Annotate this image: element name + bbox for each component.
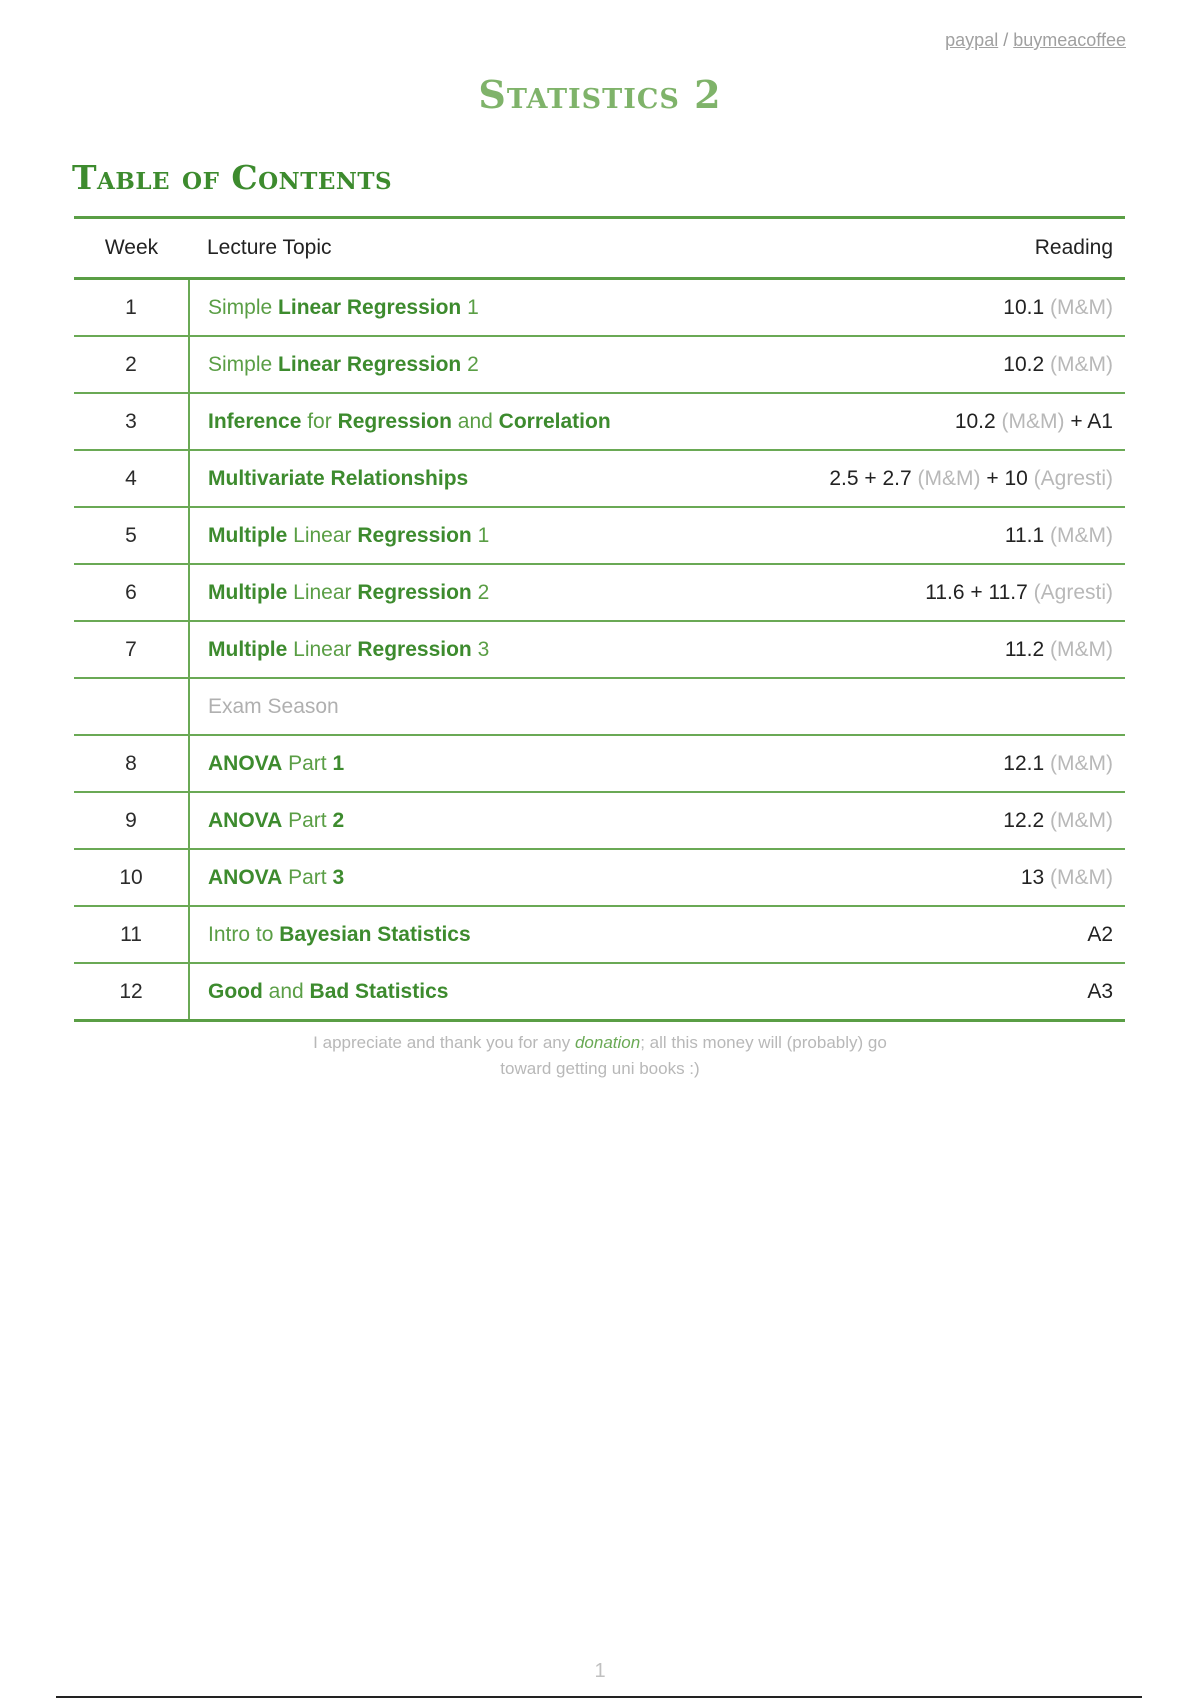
toc-table-body — [74, 279, 1125, 1021]
reading-segment: (M&M) — [1044, 352, 1113, 376]
reading-segment: (M&M) — [1044, 637, 1113, 661]
toc-row — [74, 735, 1125, 792]
reading-reference — [739, 279, 1125, 337]
topic-segment: ANOVA — [208, 751, 283, 775]
lecture-topic — [189, 678, 739, 735]
reading-reference — [739, 849, 1125, 906]
topic-segment: 2 — [471, 580, 490, 604]
topic-segment: 1 — [471, 523, 490, 547]
support-links — [945, 30, 1126, 51]
topic-segment: 1 — [332, 751, 345, 775]
reading-segment: + 10 — [980, 466, 1028, 490]
buymeacoffee-link[interactable]: buymeacoffee — [1013, 30, 1126, 50]
topic-segment: Multivariate Relationships — [208, 466, 469, 490]
donation-link[interactable]: donation — [574, 1033, 641, 1052]
week-number: 4 — [74, 450, 189, 507]
toc-row — [74, 336, 1125, 393]
week-number: 8 — [74, 735, 189, 792]
topic-segment: 2 — [332, 808, 345, 832]
reading-segment: A3 — [1087, 979, 1113, 1003]
lecture-topic — [189, 564, 739, 621]
toc-row — [74, 507, 1125, 564]
reading-segment: 10.1 — [1003, 295, 1045, 319]
topic-segment: Part — [282, 751, 333, 775]
reading-segment: (M&M) — [911, 466, 981, 490]
bottom-rule — [56, 1696, 1142, 1698]
topic-segment: Inference — [208, 409, 302, 433]
topic-segment: Exam Season — [208, 694, 339, 718]
week-number: 5 — [74, 507, 189, 564]
topic-segment: 3 — [332, 865, 345, 889]
week-number: 1 — [74, 279, 189, 337]
reading-segment: 12.1 — [1003, 751, 1045, 775]
paypal-link[interactable]: paypal — [945, 30, 999, 50]
topic-segment: Intro to — [208, 922, 280, 946]
topic-segment: Correlation — [498, 409, 611, 433]
topic-segment: and — [262, 979, 310, 1003]
toc-row — [74, 393, 1125, 450]
topic-segment: Bayesian Statistics — [279, 922, 471, 946]
week-number: 10 — [74, 849, 189, 906]
lecture-topic — [189, 906, 739, 963]
reading-reference — [739, 564, 1125, 621]
toc-row — [74, 849, 1125, 906]
reading-segment: 10.2 — [954, 409, 996, 433]
topic-segment: Regression — [337, 409, 452, 433]
week-number: 11 — [74, 906, 189, 963]
reading-segment: 11.2 — [1004, 637, 1045, 661]
topic-segment: 1 — [461, 295, 479, 319]
reading-segment: 11.6 + 11.7 — [925, 580, 1028, 604]
topic-segment: Linear — [287, 580, 358, 604]
reading-segment: (M&M) — [1044, 295, 1113, 319]
week-number: 12 — [74, 963, 189, 1021]
lecture-topic — [189, 963, 739, 1021]
topic-segment: Linear Regression — [278, 295, 462, 319]
donation-note — [0, 1030, 1200, 1082]
reading-reference — [739, 735, 1125, 792]
reading-reference — [739, 963, 1125, 1021]
toc-heading: Table of Contents — [72, 158, 393, 197]
donation-note-line2: toward getting uni books :) — [500, 1059, 700, 1078]
header-row — [74, 218, 1125, 279]
toc-row — [74, 279, 1125, 337]
reading-segment: (M&M) — [1044, 865, 1113, 889]
lecture-topic — [189, 279, 739, 337]
reading-reference — [739, 678, 1125, 735]
topic-segment: Linear Regression — [278, 352, 462, 376]
reading-segment: (Agresti) — [1027, 466, 1113, 490]
toc-row — [74, 906, 1125, 963]
topic-segment: Simple — [208, 295, 279, 319]
reading-reference — [739, 906, 1125, 963]
reading-segment: 12.2 — [1003, 808, 1045, 832]
toc-table-header — [74, 218, 1125, 279]
reading-segment: (M&M) — [995, 409, 1065, 433]
reading-column-header: Reading — [1034, 236, 1113, 259]
toc-row — [74, 678, 1125, 735]
toc-row — [74, 963, 1125, 1021]
topic-segment: Bad Statistics — [309, 979, 449, 1003]
reading-reference — [739, 336, 1125, 393]
lecture-topic — [189, 735, 739, 792]
topic-segment: Part — [282, 808, 333, 832]
toc-row — [74, 564, 1125, 621]
page-number: 1 — [594, 1660, 606, 1682]
donation-note-text-end: ; all this money will (probably) go — [640, 1033, 887, 1052]
reading-segment: 2.5 + 2.7 — [829, 466, 912, 490]
document-title: Statistics 2 — [478, 72, 722, 117]
reading-segment: + A1 — [1064, 409, 1113, 433]
toc-row — [74, 792, 1125, 849]
topic-segment: Part — [282, 865, 333, 889]
week-number: 2 — [74, 336, 189, 393]
topic-column-header: Lecture Topic — [207, 236, 332, 259]
week-column-header: Week — [104, 236, 159, 259]
lecture-topic — [189, 849, 739, 906]
toc-row — [74, 450, 1125, 507]
week-number: 7 — [74, 621, 189, 678]
reading-segment: (Agresti) — [1027, 580, 1113, 604]
topic-segment: Regression — [357, 580, 472, 604]
reading-reference — [739, 507, 1125, 564]
week-number — [74, 678, 189, 735]
topic-segment: for — [301, 409, 338, 433]
reading-segment: (M&M) — [1044, 808, 1113, 832]
link-separator: / — [1003, 30, 1009, 50]
week-number: 3 — [74, 393, 189, 450]
reading-segment: 11.1 — [1004, 523, 1045, 547]
reading-reference — [739, 450, 1125, 507]
lecture-topic — [189, 336, 739, 393]
lecture-topic — [189, 507, 739, 564]
topic-segment: Linear — [287, 637, 358, 661]
reading-segment: (M&M) — [1044, 523, 1113, 547]
reading-segment: 13 — [1020, 865, 1045, 889]
donation-note-text: I appreciate and thank you for any — [313, 1033, 575, 1052]
lecture-topic — [189, 393, 739, 450]
topic-segment: Simple — [208, 352, 279, 376]
topic-segment: Multiple — [208, 580, 288, 604]
topic-segment: Linear — [287, 523, 358, 547]
reading-segment: (M&M) — [1044, 751, 1113, 775]
topic-segment: Multiple — [208, 523, 288, 547]
topic-segment: 2 — [461, 352, 479, 376]
reading-reference — [739, 621, 1125, 678]
topic-segment: Multiple — [208, 637, 288, 661]
reading-reference — [739, 393, 1125, 450]
toc-table — [74, 216, 1125, 1022]
lecture-topic — [189, 792, 739, 849]
week-number: 6 — [74, 564, 189, 621]
topic-segment: Regression — [357, 637, 472, 661]
toc-row — [74, 621, 1125, 678]
topic-segment: ANOVA — [208, 808, 283, 832]
lecture-topic — [189, 450, 739, 507]
topic-segment: Good — [208, 979, 263, 1003]
reading-reference — [739, 792, 1125, 849]
topic-segment: and — [451, 409, 499, 433]
reading-segment: A2 — [1087, 922, 1113, 946]
topic-segment: ANOVA — [208, 865, 283, 889]
week-number: 9 — [74, 792, 189, 849]
reading-segment: 10.2 — [1003, 352, 1045, 376]
lecture-topic — [189, 621, 739, 678]
topic-segment: 3 — [471, 637, 490, 661]
topic-segment: Regression — [357, 523, 472, 547]
